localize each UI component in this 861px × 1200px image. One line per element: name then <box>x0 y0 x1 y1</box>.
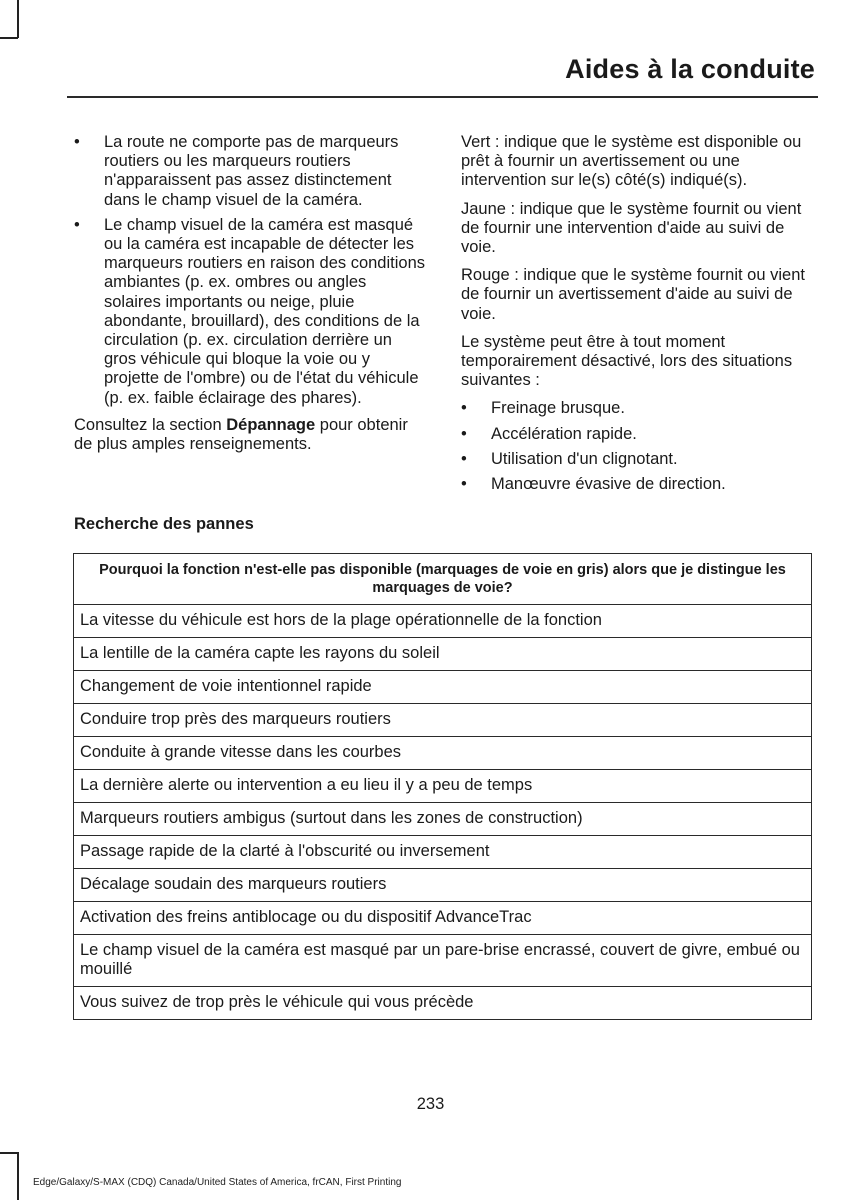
list-item <box>461 450 813 469</box>
right-bullet-list <box>461 399 813 494</box>
crop-mark-bottom-left <box>17 1152 19 1200</box>
list-item <box>461 399 813 418</box>
table-cell: Passage rapide de la clarté à l'obscurité ou inversement <box>74 836 812 869</box>
table-cell: La lentille de la caméra capte les rayons du soleil <box>74 638 812 671</box>
bullet-icon: • <box>74 215 80 234</box>
bullet-icon: • <box>461 424 467 443</box>
bullet-icon: • <box>74 133 80 151</box>
list-item-text: Manœuvre évasive de direction. <box>491 475 726 494</box>
bullet-icon: • <box>461 399 467 418</box>
table-cell: Conduire trop près des marqueurs routiers <box>74 704 812 737</box>
left-column <box>74 133 426 463</box>
paragraph-deactivation: Le système peut être à tout moment temporairement désactivé, lors des situations suivantes : <box>461 332 793 390</box>
list-item-text: La route ne comporte pas de marqueurs routiers ou les marqueurs routiers n'apparaissent pas assez distinctement dans le champ visuel de la caméra. <box>104 133 399 209</box>
table-row <box>74 605 812 638</box>
troubleshooting-reference: Dépannage <box>226 415 316 434</box>
list-item <box>461 425 813 444</box>
table-cell: La dernière alerte ou intervention a eu lieu il y a peu de temps <box>74 770 812 803</box>
table-cell: Vous suivez de trop près le véhicule qui vous précède <box>74 987 812 1020</box>
troubleshooting-table <box>73 553 812 1020</box>
bullet-icon: • <box>461 475 467 494</box>
list-item-text: Freinage brusque. <box>491 399 625 418</box>
table-row <box>74 987 812 1020</box>
consult-paragraph <box>74 416 426 454</box>
table-cell: Conduite à grande vitesse dans les courbes <box>74 737 812 770</box>
table-cell: La vitesse du véhicule est hors de la plage opérationnelle de la fonction <box>74 605 812 638</box>
consult-text-before: Consultez la section <box>74 415 227 434</box>
list-item <box>461 475 813 494</box>
paragraph-red: Rouge : indique que le système fournit ou vient de fournir un avertissement d'aide au suivi de voie. <box>461 266 805 323</box>
table-cell: Changement de voie intentionnel rapide <box>74 671 812 704</box>
table-row <box>74 836 812 869</box>
table-row <box>74 902 812 935</box>
left-bullet-list <box>74 133 426 408</box>
table-row <box>74 803 812 836</box>
crop-mark-top-left <box>17 0 19 38</box>
page-title: Aides à la conduite <box>565 54 815 84</box>
header-divider <box>67 96 818 98</box>
table-row <box>74 737 812 770</box>
table-row <box>74 671 812 704</box>
section-heading: Recherche des pannes <box>74 515 254 533</box>
bullet-icon: • <box>461 449 467 468</box>
list-item <box>74 133 426 210</box>
list-item-text: Le champ visuel de la caméra est masqué ou la caméra est incapable de détecter les marqueurs routiers en raison des conditions ambiantes (p. ex. ombres ou angles solaires importants ou neige, pluie abondante, brouillard), des conditions de la circulation (p. ex. circulation derrière un gros véhicule qui bloque la voie ou y projette de l'ombre) ou de l'état du véhicule (p. ex. faible éclairage des phares). <box>104 215 426 407</box>
crop-mark-top-left-h <box>0 37 18 39</box>
table-row <box>74 704 812 737</box>
table-cell: Le champ visuel de la caméra est masqué par un pare-brise encrassé, couvert de givre, embué ou mouillé <box>74 935 812 987</box>
table-row <box>74 770 812 803</box>
right-column <box>461 133 813 500</box>
list-item-text: Accélération rapide. <box>491 424 637 443</box>
table-cell: Décalage soudain des marqueurs routiers <box>74 869 812 902</box>
table-cell: Activation des freins antiblocage ou du dispositif AdvanceTrac <box>74 902 812 935</box>
table-header: Pourquoi la fonction n'est-elle pas disponible (marquages de voie en gris) alors que je distingue les marquages de voie? <box>74 554 812 605</box>
table-header-row <box>74 554 812 605</box>
list-item <box>74 216 426 408</box>
crop-mark-bottom-left-h <box>0 1152 18 1154</box>
page-number: 233 <box>416 1095 445 1113</box>
table-cell: Marqueurs routiers ambigus (surtout dans les zones de construction) <box>74 803 812 836</box>
list-item-text: Utilisation d'un clignotant. <box>491 449 678 468</box>
table-row <box>74 935 812 987</box>
consult-text-after: pour obtenir de plus amples renseignements. <box>74 415 408 454</box>
paragraph-yellow: Jaune : indique que le système fournit ou vient de fournir une intervention d'aide au suivi de voie. <box>461 199 802 257</box>
paragraph-green: Vert : indique que le système est disponible ou prêt à fournir un avertissement ou une intervention sur le(s) côté(s) indiqué(s). <box>461 133 802 190</box>
table-row <box>74 869 812 902</box>
footer-text: Edge/Galaxy/S-MAX (CDQ) Canada/United States of America, frCAN, First Printing <box>33 1177 402 1188</box>
table-row <box>74 638 812 671</box>
